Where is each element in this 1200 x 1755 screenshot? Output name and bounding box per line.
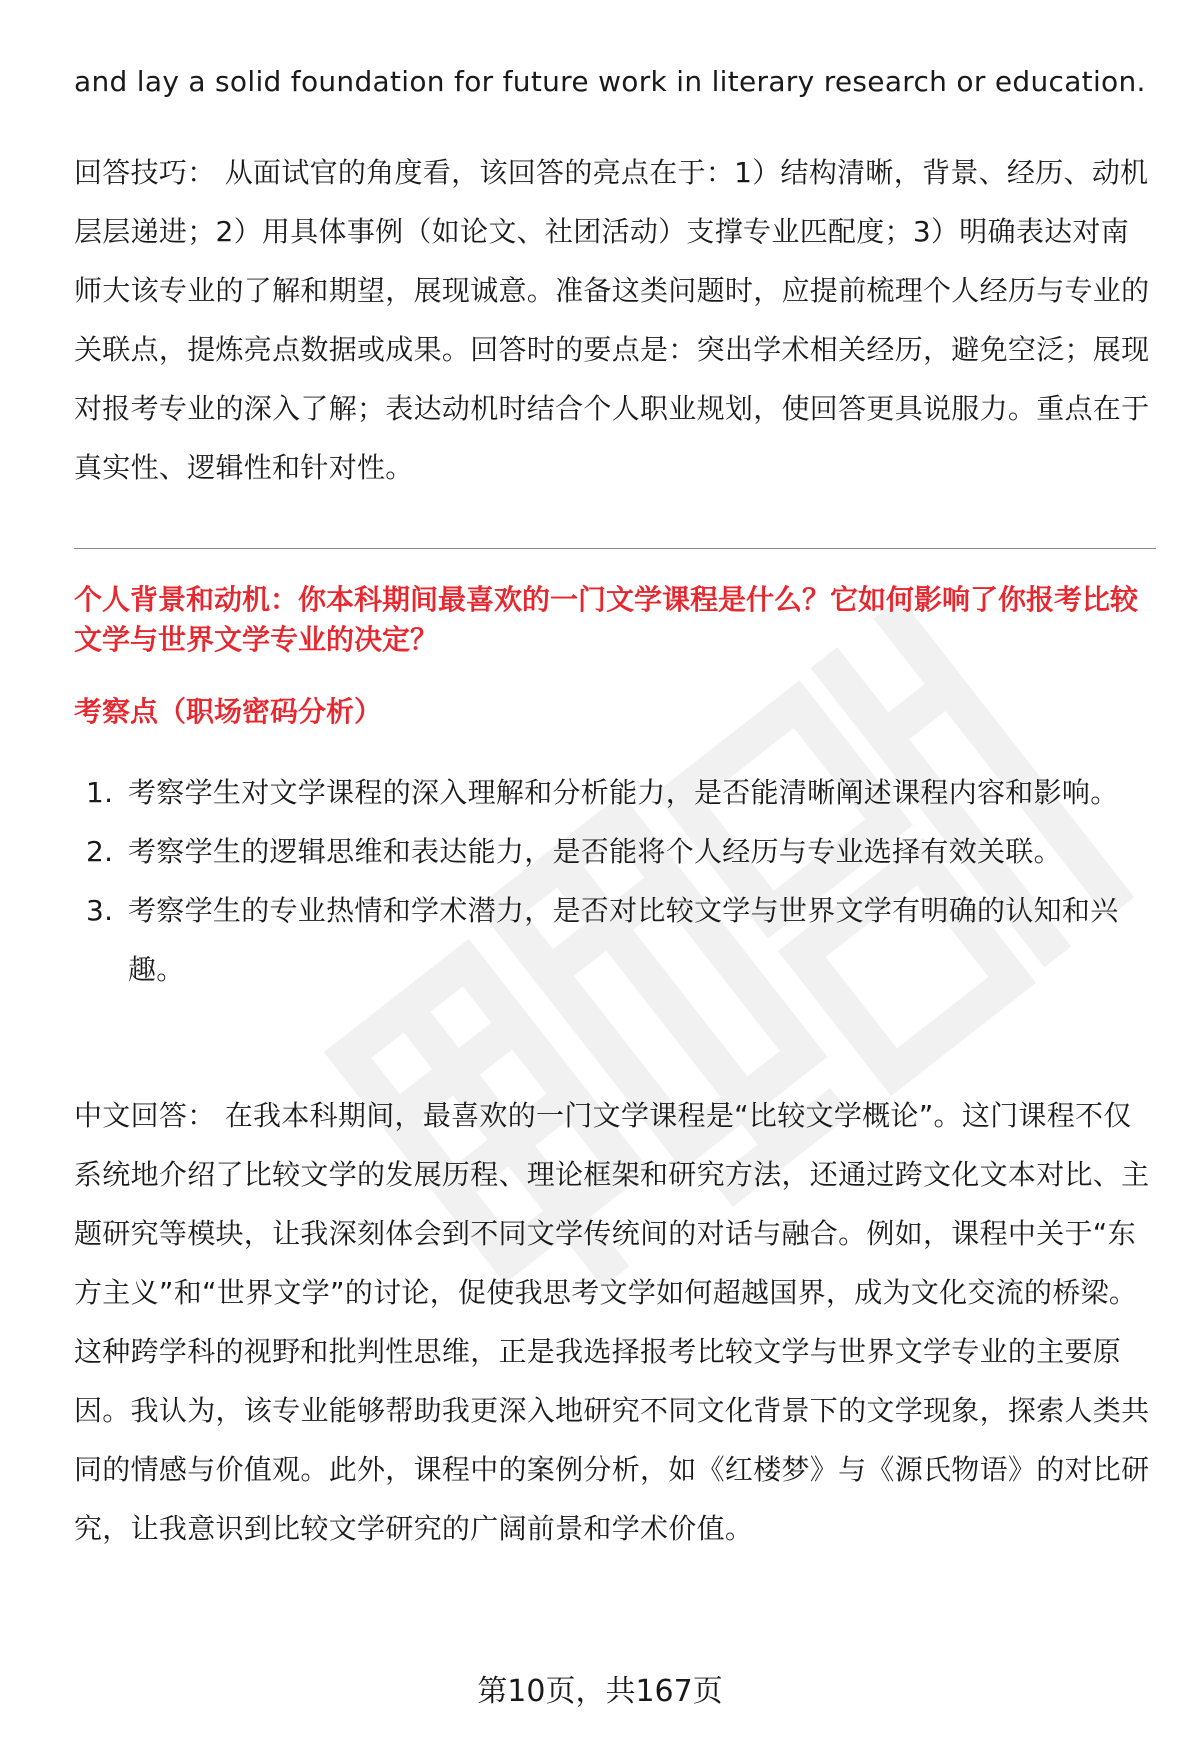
chinese-answer-text: 在我本科期间，最喜欢的一门文学课程是“比较文学概论”。这门课程不仅系统地介绍了比较文学的发展历程、理论框架和研究方法，还通过跨文化文本对比、主题研究等模块，让我深刻体会到不同文学传统间的对话与融合。例如，课程中关于“东方主义”和“世界文学”的讨论，促使我思考文学如何超越国界，成为文化交流的桥梁。这种跨学科的视野和批判性思维，正是我选择报考比较文学与世界文学专业的主要原因。我认为，该专业能够帮助我更深入地研究不同文化背景下的文学现象，探索人类共同的情感与价值观。此外，课程中的案例分析，如《红楼梦》与《源氏物语》的对比研究，让我意识到比较文学研究的广阔前景和学术价值。 bbox=[74, 1099, 1150, 1545]
intro-line: and lay a solid foundation for future work in literary research or education. bbox=[74, 65, 1146, 98]
list-item-text: 考察学生的逻辑思维和表达能力，是否能将个人经历与专业选择有效关联。 bbox=[128, 835, 1062, 868]
assessment-subheading: 考察点（职场密码分析） bbox=[74, 695, 383, 728]
list-item bbox=[74, 881, 1156, 999]
list-item-text: 考察学生的专业热情和学术潜力，是否对比较文学与世界文学有明确的认知和兴趣。 bbox=[128, 894, 1119, 986]
answer-tips-label: 回答技巧： bbox=[74, 156, 216, 189]
chinese-answer-label: 中文回答： bbox=[74, 1099, 216, 1132]
assessment-points-list bbox=[74, 763, 1156, 999]
section-divider bbox=[74, 548, 1156, 549]
list-item-number: 2. bbox=[86, 835, 114, 868]
list-item bbox=[74, 822, 1156, 881]
answer-tips-text: 从面试官的角度看，该回答的亮点在于：1）结构清晰，背景、经历、动机层层递进；2）用具体事例（如论文、社团活动）支撑专业匹配度；3）明确表达对南师大该专业的了解和期望，展现诚意。准备这类问题时，应提前梳理个人经历与专业的关联点，提炼亮点数据或成果。回答时的要点是：突出学术相关经历，避免空泛；展现对报考专业的深入了解；表达动机时结合个人职业规划，使回答更具说服力。重点在于真实性、逻辑性和针对性。 bbox=[74, 156, 1150, 484]
list-item-number: 3. bbox=[86, 894, 114, 927]
answer-tips-paragraph bbox=[74, 143, 1156, 497]
question-heading: 个人背景和动机：你本科期间最喜欢的一门文学课程是什么？它如何影响了你报考比较文学与世界文学专业的决定？ bbox=[74, 583, 1139, 656]
list-item-number: 1. bbox=[86, 776, 114, 809]
list-item-text: 考察学生对文学课程的深入理解和分析能力，是否能清晰阐述课程内容和影响。 bbox=[128, 776, 1119, 809]
page-number-footer: 第10页，共167页 bbox=[477, 1674, 723, 1709]
chinese-answer-paragraph bbox=[74, 1086, 1156, 1558]
list-item bbox=[74, 763, 1156, 822]
